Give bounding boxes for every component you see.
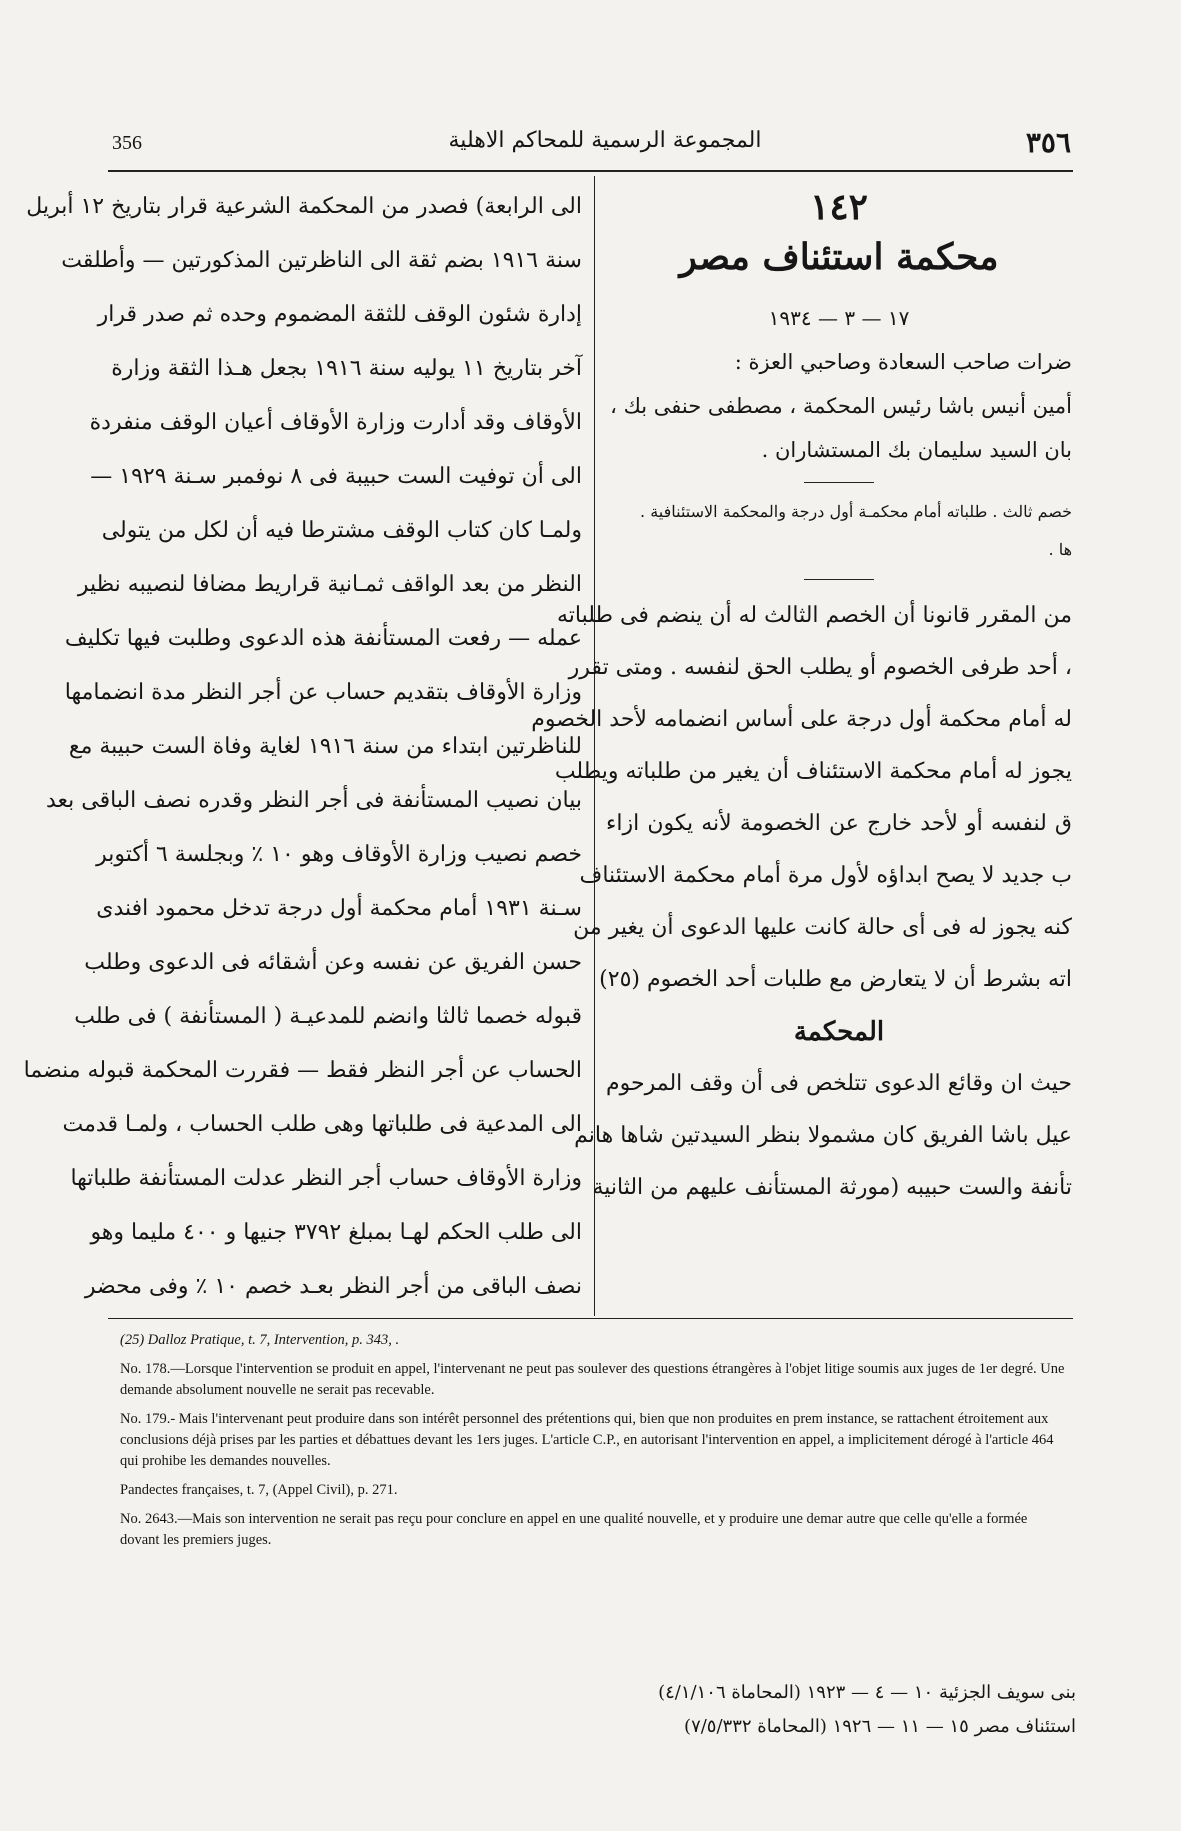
text-line: إدارة شئون الوقف للثقة المضموم وحده ثم صدر قرار xyxy=(97,302,582,327)
principle-line: يجوز له أمام محكمة الاستئناف أن يغير من طلباته ويطلب xyxy=(554,759,1072,784)
text-line: حسن الفريق عن نفسه وعن أشقائه فى الدعوى وطلب xyxy=(84,950,582,975)
footnote: No. 179.- Mais l'intervenant peut produire dans son intérêt personnel des prétentions qui, bien que non produites en prem instance, se rattachent étroitement aux conclusions déjà prises par les parties et débattues devant les 1ers juges. L'article C.P., en autorisant l'intervention en appel, a implicitement dérogé à l'article 464 qui prohibe les demandes nouvelles. xyxy=(120,1411,1054,1469)
text-line: عمله — رفعت المستأنفة هذه الدعوى وطلبت فيها تكليف xyxy=(64,626,582,651)
divider xyxy=(804,482,874,483)
references xyxy=(560,1676,1076,1744)
text-line: للناظرتين ابتداء من سنة ١٩١٦ لغاية وفاة الست حبيبة مع xyxy=(68,734,582,759)
section-heading: المحكمة xyxy=(793,1017,885,1047)
principle-line: من المقرر قانونا أن الخصم الثالث له أن ينضم فى طلباته xyxy=(556,603,1072,628)
principle-line: ب جديد لا يصح ابداؤه لأول مرة أمام محكمة الاستئناف xyxy=(579,863,1072,888)
running-title: المجموعة الرسمية للمحاكم الاهلية xyxy=(448,128,762,153)
text-line: النظر من بعد الواقف ثمـانية قراريط مضافا لنصيبه نظير xyxy=(77,572,582,597)
text-line: الى طلب الحكم لهـا بمبلغ ٣٧٩٢ جنيها و ٤٠٠ مليما وهو xyxy=(90,1220,582,1245)
principle-line: ، أحد طرفى الخصوم أو يطلب الحق لنفسه . ومتى تقرر xyxy=(568,655,1072,680)
header-rule xyxy=(108,170,1073,172)
judgment-line: حيث ان وقائع الدعوى تتلخص فى أن وقف المرحوم xyxy=(606,1071,1072,1096)
text-line: خصم نصيب وزارة الأوقاف وهو ١٠ ٪ وبجلسة ٦ أكتوبر xyxy=(96,842,582,867)
text-line: الى أن توفيت الست حبيبة فى ٨ نوفمبر سـنة ١٩٢٩ — xyxy=(90,464,582,489)
footnote: Pandectes françaises, t. 7, (Appel Civil), p. 271. xyxy=(120,1482,398,1498)
footnote: No. 2643.—Mais son intervention ne serait pas reçu pour conclure en appel en une qualité nouvelle, et y produire une demar autre que celle qu'elle a formée dovant les premiers juges. xyxy=(120,1511,1028,1548)
case-date: ١٧ — ٣ — ١٩٣٤ xyxy=(768,306,910,330)
case-number: ١٤٢ xyxy=(809,186,868,228)
court-name: محكمة استئناف مصر xyxy=(679,236,999,278)
text-line: قبوله خصما ثالثا وانضم للمدعيـة ( المستأنفة ) فى طلب xyxy=(74,1004,582,1029)
text-line: الى الرابعة) فصدر من المحكمة الشرعية قرار بتاريخ ١٢ أبريل xyxy=(26,194,582,219)
text-line: آخر بتاريخ ١١ يوليه سنة ١٩١٦ بجعل هـذا الثقة وزارة xyxy=(111,356,582,381)
panel-line: أمين أنيس باشا رئيس المحكمة ، مصطفى حنفى بك ، xyxy=(610,394,1072,418)
principle-line: اته بشرط أن لا يتعارض مع طلبات أحد الخصوم (٢٥) xyxy=(599,967,1072,992)
footnote: No. 178.—Lorsque l'intervention se produit en appel, l'intervenant ne peut pas soulever des questions étrangères à l'objet litige soumis aux juges de 1er degré. Une demande absolument nouvelle ne serait pas recevable. xyxy=(120,1361,1065,1398)
page-number-latin: 356 xyxy=(112,132,142,154)
text-line: الى المدعية فى طلباتها وهى طلب الحساب ، ولمـا قدمت xyxy=(62,1112,582,1137)
footnote: (25) Dalloz Pratique, t. 7, Intervention, p. 343, . xyxy=(120,1332,400,1348)
right-column xyxy=(531,180,1072,1214)
summary-note: ها . xyxy=(1048,540,1072,559)
text-line: ولمـا كان كتاب الوقف مشترطا فيه أن لكل من يتولى xyxy=(101,518,582,543)
judgment-line: عيل باشا الفريق كان مشمولا بنظر السيدتين شاها هانم xyxy=(574,1123,1072,1148)
left-column xyxy=(23,180,582,1314)
text-line: سـنة ١٩٣١ أمام محكمة أول درجة تدخل محمود افندى xyxy=(96,896,582,921)
reference-line: استئناف مصر ١٥ — ١١ — ١٩٢٦ (المحاماة ٧/٥/٣٣٢) xyxy=(684,1716,1076,1737)
page-number-arabic: ٣٥٦ xyxy=(1025,126,1071,159)
panel-line: بان السيد سليمان بك المستشاران . xyxy=(761,438,1072,462)
text-line: سنة ١٩١٦ بضم ثقة الى الناظرتين المذكورتين — وأطلقت xyxy=(61,248,582,273)
principle-line: ق لنفسه أو لأحد خارج عن الخصومة لأنه يكون ازاء xyxy=(606,811,1072,836)
principle-line: له أمام محكمة أول درجة على أساس انضمامه لأحد الخصوم xyxy=(531,707,1072,732)
text-line: الحساب عن أجر النظر فقط — فقررت المحكمة قبوله منضما xyxy=(23,1058,582,1083)
text-line: الأوقاف وقد أدارت وزارة الأوقاف أعيان الوقف منفردة xyxy=(89,410,582,435)
text-line: نصف الباقى من أجر النظر بعـد خصم ١٠ ٪ وفى محضر xyxy=(84,1274,582,1299)
text-line: وزارة الأوقاف حساب أجر النظر عدلت المستأنفة طلباتها xyxy=(70,1166,582,1191)
reference-line: بنى سويف الجزئية ١٠ — ٤ — ١٩٢٣ (المحاماة ٤/١/١٠٦) xyxy=(658,1682,1076,1703)
text-line: بيان نصيب المستأنفة فى أجر النظر وقدره نصف الباقى بعد xyxy=(45,788,582,813)
divider xyxy=(804,579,874,580)
summary-note: خصم ثالث . طلباته أمام محكمـة أول درجة والمحكمة الاستئنافية . xyxy=(640,502,1072,521)
principle-line: كنه يجوز له فى أى حالة كانت عليها الدعوى أن يغير من xyxy=(573,915,1072,940)
judgment-line: تأنفة والست حبيبه (مورثة المستأنف عليهم من الثانية xyxy=(592,1175,1072,1200)
panel-line: ضرات صاحب السعادة وصاحبي العزة : xyxy=(734,350,1072,374)
footnote-rule xyxy=(108,1318,1073,1319)
footnotes xyxy=(120,1330,1070,1559)
text-line: وزارة الأوقاف بتقديم حساب عن أجر النظر مدة انضمامها xyxy=(64,680,582,705)
